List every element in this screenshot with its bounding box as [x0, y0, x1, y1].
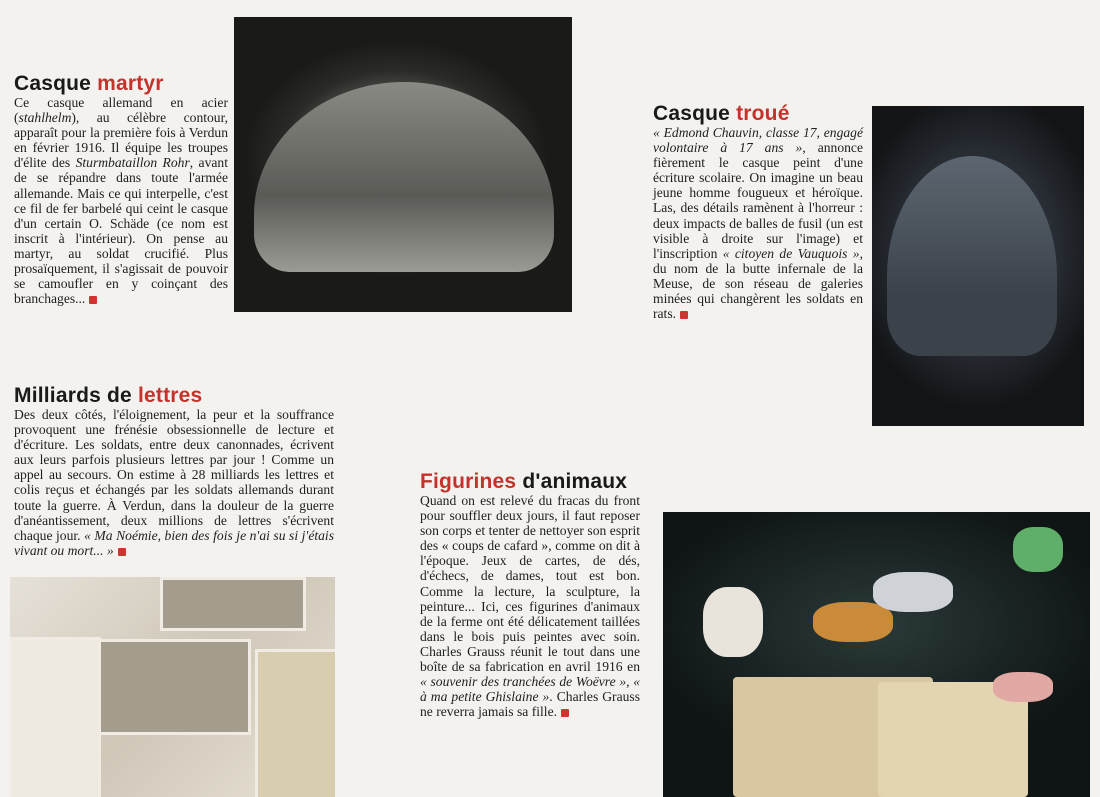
italic-text: « Edmond Chauvin, classe 17, engagé volontaire à 17 ans » — [653, 125, 863, 156]
end-square-icon — [89, 296, 97, 304]
title-part: Casque — [14, 72, 98, 95]
photo-french-adrian-helmet — [872, 106, 1084, 426]
article-title — [14, 384, 334, 407]
body-text: Ce casque allemand en acier ( — [14, 95, 228, 126]
title-highlight: martyr — [97, 72, 164, 95]
body-text: . Charles Grauss ne reverra jamais sa fille. — [420, 689, 640, 720]
italic-text: « Ma Noémie, bien des fois je n'ai su si j'étais vivant ou mort... » — [14, 527, 335, 558]
title-part: Casque — [653, 102, 737, 125]
body-text: Quand on est relevé du fracas du front pour souffler deux jours, il faut reposer son corps et tenter de nettoyer son esprit des « coups de cafard », comme on dit à l'époque. Jeux de cartes, de dés, d'échecs, de dames, tout est bon. Comme la lecture, la sculpture, la peinture... Ici, ces figurines d'animaux de la ferme ont été délicatement taillées dans le bois puis peintes avec soin. Charles Grauss réunit le tout dans une boîte de sa fabrication en avril 1916 en — [420, 493, 640, 675]
article-body — [14, 95, 228, 306]
body-text: ), au célèbre contour, apparaît pour la première fois à Verdun en février 1916. Il équipe les troupes d'élite des — [14, 110, 228, 171]
article-milliards-de-lettres — [14, 384, 334, 558]
article-title — [14, 72, 228, 95]
body-text: , annonce fièrement le casque peint d'une écriture scolaire. On imagine un beau jeune homme fougueux et héroïque. Las, des détails ramènent à l'horreur : deux impacts de balles de fusil (un est visible à droite sur l'image) et l'inscription — [653, 140, 863, 261]
article-body — [14, 407, 334, 558]
end-square-icon — [680, 311, 688, 319]
photo-german-helmet-barbed-wire — [234, 17, 572, 312]
article-body — [420, 493, 640, 719]
title-highlight: Figurines — [420, 470, 517, 493]
article-title — [420, 470, 640, 493]
body-text: , avant de se répandre dans toute l'armée allemande. Mais ce qui interpelle, c'est ce fil de fer barbelé qui ceint le casque d'un certain O. Schäde (ce nom est inscrit à l'intérieur). On pense au martyr, au soldat crucifié. Plus prosaïquement, il s'agissait de pouvoir se camoufler en y coinçant des branchages... — [14, 155, 228, 307]
end-square-icon — [561, 709, 569, 717]
photo-carved-animal-figurines — [663, 512, 1090, 797]
photo-letters-postcards — [10, 577, 335, 797]
title-part: Milliards de — [14, 384, 138, 407]
italic-text: « citoyen de Vauquois » — [722, 245, 860, 261]
italic-text: « à ma petite Ghislaine » — [420, 674, 641, 705]
article-title — [653, 102, 863, 125]
body-text: , du nom de la butte infernale de la Meuse, de son réseau de galeries minées qui changèrent les soldats en rats. — [653, 245, 863, 322]
title-highlight: lettres — [137, 384, 203, 407]
article-figurines-animaux — [420, 470, 640, 719]
title-part: d'animaux — [516, 470, 628, 493]
italic-text: « souvenir des tranchées de Woëvre » — [420, 674, 627, 690]
article-body — [653, 125, 863, 321]
italic-text: Sturmbataillon Rohr — [75, 155, 190, 171]
body-text: , — [626, 674, 634, 690]
title-highlight: troué — [736, 102, 790, 125]
article-casque-martyr — [14, 72, 228, 306]
article-casque-troue — [653, 102, 863, 321]
end-square-icon — [118, 548, 126, 556]
italic-text: stahlhelm — [18, 110, 72, 126]
body-text: Des deux côtés, l'éloignement, la peur et la souffrance provoquent une frénésie obsessionnelle de lecture et d'écriture. Les soldats, entre deux canonnades, écrivent aux leurs parfois plusieurs lettres par jour ! Comme un appel au secours. On estime à 28 milliards les lettres et colis reçus et échangés par les soldats allemands durant toute la guerre. À Verdun, dans la douleur de la guerre d'anéantissement, deux millions de lettres s'écrivent chaque jour. — [14, 407, 334, 543]
